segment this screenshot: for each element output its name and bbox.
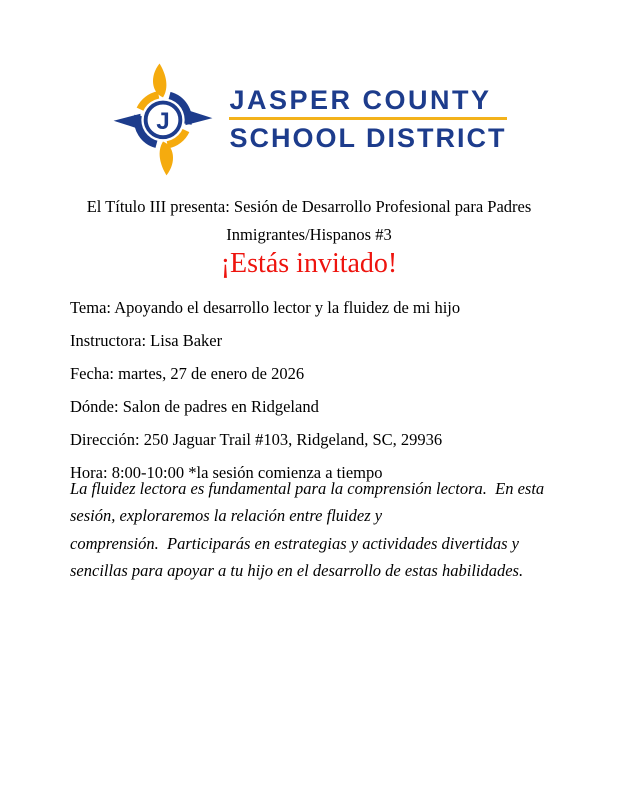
detail-tema: Tema: Apoyando el desarrollo lector y la fluidez de mi hijo (70, 298, 461, 317)
detail-hora: Hora: 8:00-10:00 *la sesión comienza a tiempo (70, 463, 383, 482)
event-title-line1: El Título III presenta: Sesión de Desarrollo Profesional para Padres (86, 197, 532, 216)
event-title (40, 193, 578, 248)
event-title-line2: Inmigrantes/Hispanos #3 (226, 224, 392, 244)
invitation-heading: ¡Estás invitado! (220, 248, 398, 279)
logo-monogram: J (156, 108, 171, 136)
blue-point-right (186, 109, 213, 125)
detail-donde: Dónde: Salon de padres en Ridgeland (70, 397, 319, 416)
description-line3: comprensión. Participarás en estrategias y actividades divertidas y (70, 533, 519, 553)
logo-text (229, 85, 506, 153)
detail-fecha: Fecha: martes, 27 de enero de 2026 (70, 364, 305, 383)
logo-org-line2: SCHOOL DISTRICT (229, 123, 507, 153)
event-details (70, 291, 570, 489)
blue-point-left (114, 114, 141, 130)
compass-logo-icon (111, 62, 215, 176)
detail-direccion: Dirección: 250 Jaguar Trail #103, Ridgeland, SC, 29936 (70, 430, 443, 449)
district-logo (0, 62, 618, 176)
logo-divider (229, 117, 506, 120)
description-line2: sesión, exploraremos la relación entre fluidez y (70, 506, 383, 526)
description-line1: La fluidez lectora es fundamental para la comprensión lectora. En esta (70, 479, 545, 498)
logo-org-line1: JASPER COUNTY (229, 85, 492, 115)
detail-instructora: Instructora: Lisa Baker (70, 331, 223, 350)
description-line4: sencillas para apoyar a tu hijo en el desarrollo de estas habilidades. (70, 560, 524, 580)
session-description (70, 475, 574, 584)
